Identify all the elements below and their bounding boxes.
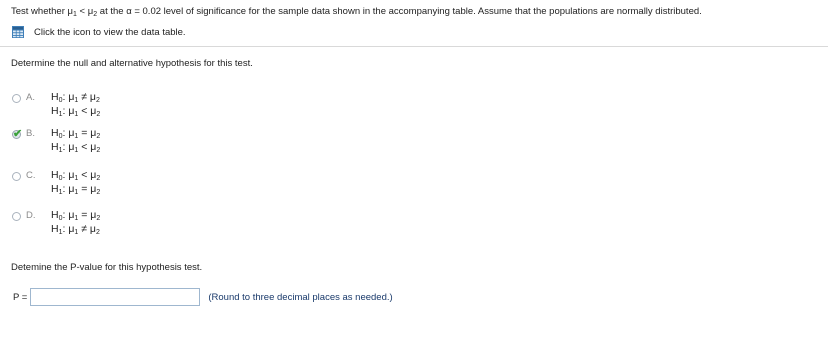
- option-b-letter: B.: [26, 128, 35, 139]
- option-c-letter: C.: [26, 170, 36, 181]
- option-d-alt: $H_1$: $\mu_1 \ne \mu_2$: [51, 223, 100, 236]
- mu-1-sub: 1: [73, 11, 77, 18]
- option-d-null: $H_0$: $\mu_1 = \mu_2$: [51, 209, 101, 222]
- option-c-radio[interactable]: [12, 172, 21, 181]
- hypothesis-prompt: Determine the null and alternative hypothesis for this test.: [11, 58, 253, 69]
- mu-1: μ: [67, 6, 73, 17]
- alpha-value: α = 0.02: [126, 6, 162, 17]
- data-table-link-label[interactable]: Click the icon to view the data table.: [34, 26, 186, 38]
- p-label: P =: [13, 291, 28, 303]
- p-value-input[interactable]: [30, 288, 200, 306]
- data-table-link[interactable]: [12, 26, 186, 38]
- pvalue-prompt: Detemine the P-value for this hypothesis test.: [11, 262, 203, 273]
- question-suffix: level of significance for the sample data shown in the accompanying table. Assume that the populations are normally distributed.: [163, 6, 702, 17]
- option-d-letter: D.: [26, 210, 36, 221]
- option-a-alt: $H_1$: $\mu_1 < \mu_2$: [51, 105, 101, 118]
- option-c-null: $H_0$: $\mu_1 < \mu_2$: [51, 169, 101, 182]
- option-b-alt: $H_1$: $\mu_1 < \mu_2$: [51, 141, 101, 154]
- option-a-null: $H_0$: $\mu_1 \ne \mu_2$: [51, 91, 100, 104]
- checkmark-icon: ✔: [13, 128, 23, 140]
- data-table-icon[interactable]: [12, 26, 24, 38]
- option-b-null: $H_0$: $\mu_1 = \mu_2$: [51, 127, 101, 140]
- option-d-radio[interactable]: [12, 212, 21, 221]
- option-a-letter: A.: [26, 92, 35, 103]
- mu-2: μ: [87, 6, 94, 17]
- question-middle: at the: [99, 6, 124, 17]
- option-a-radio[interactable]: [12, 94, 21, 103]
- mu-2-sub: 2: [93, 11, 98, 18]
- rounding-hint: (Round to three decimal places as needed.): [208, 291, 393, 303]
- lt-sign: <: [79, 6, 86, 17]
- pvalue-row: [13, 288, 393, 306]
- question-prefix: Test whether: [11, 6, 65, 17]
- option-c-alt: $H_1$: $\mu_1 = \mu_2$: [51, 183, 101, 196]
- question-text: [11, 6, 702, 18]
- section-divider: [0, 46, 828, 47]
